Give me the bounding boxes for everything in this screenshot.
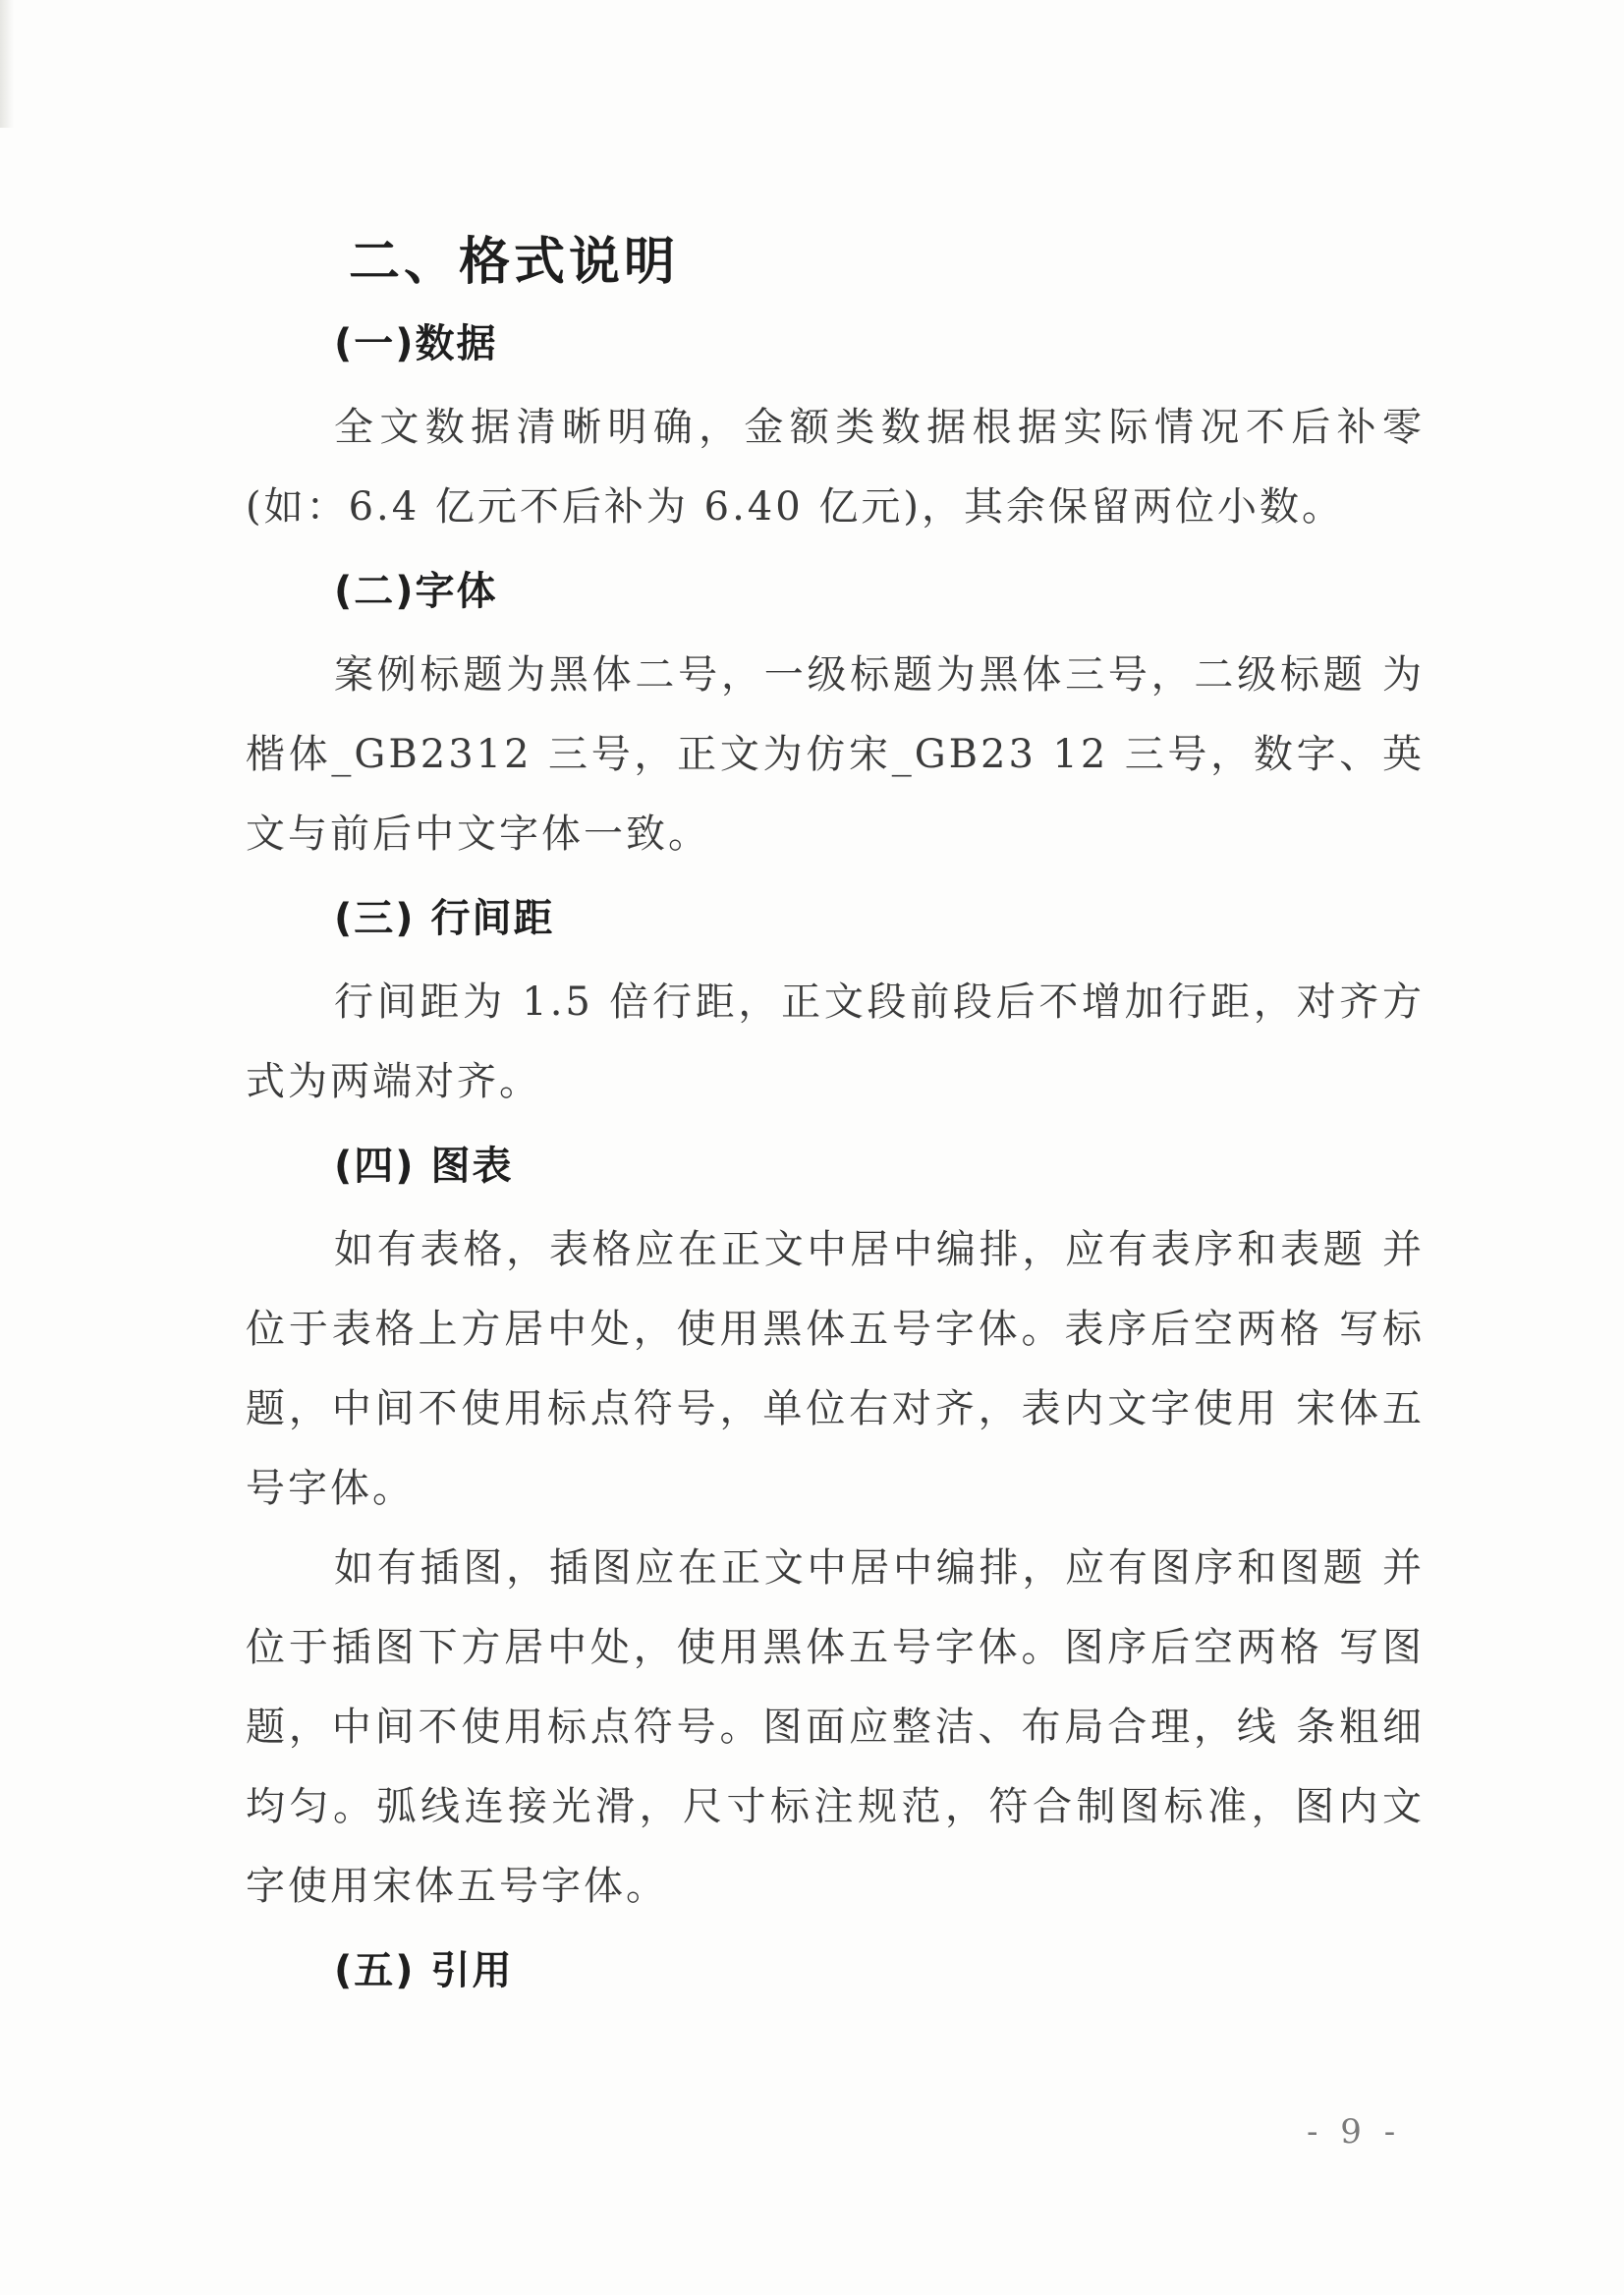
paragraph-line-spacing: 行间距为 1.5 倍行距，正文段前段后不增加行距，对齐方式为两端对齐。 xyxy=(246,980,1425,1104)
subsection-title-font: (二)字体 xyxy=(334,569,498,614)
scan-edge-shadow xyxy=(0,0,14,128)
paragraph-tables: 如有表格，表格应在正文中居中编排，应有表序和表题 并位于表格上方居中处，使用黑体五号字体。表序后空两格 写标题，中间不使用标点符号，单位右对齐，表内文字使用 宋体五号字体。 xyxy=(246,1227,1425,1511)
subsection-title-charts: (四) 图表 xyxy=(334,1144,514,1189)
paragraph-figures: 如有插图，插图应在正文中居中编排，应有图序和图题 并位于插图下方居中处，使用黑体五号字体。图序后空两格 写图题，中间不使用标点符号。图面应整洁、布局合理，线 条粗细均匀。弧线连接光滑，尺寸标注规范，符合制图标准，图内文字使用宋体五号字体。 xyxy=(246,1545,1425,1909)
subsection-title-citation: (五) 引用 xyxy=(334,1948,514,1993)
paragraph-font: 案例标题为黑体二号，一级标题为黑体三号，二级标题 为楷体_GB2312 三号，正文为仿宋_GB23 12 三号，数字、英文与前后中文字体一致。 xyxy=(246,652,1425,857)
page-number: - 9 - xyxy=(1307,2112,1402,2152)
subsection-title-data: (一)数据 xyxy=(334,321,498,366)
paragraph-data: 全文数据清晰明确，金额类数据根据实际情况不后补零(如：6.4 亿元不后补为 6.40 亿元)，其余保留两位小数。 xyxy=(246,405,1425,530)
section-heading: 二、格式说明 xyxy=(349,233,680,292)
page-content xyxy=(246,226,1425,2015)
subsection-title-line-spacing: (三) 行间距 xyxy=(334,896,555,941)
